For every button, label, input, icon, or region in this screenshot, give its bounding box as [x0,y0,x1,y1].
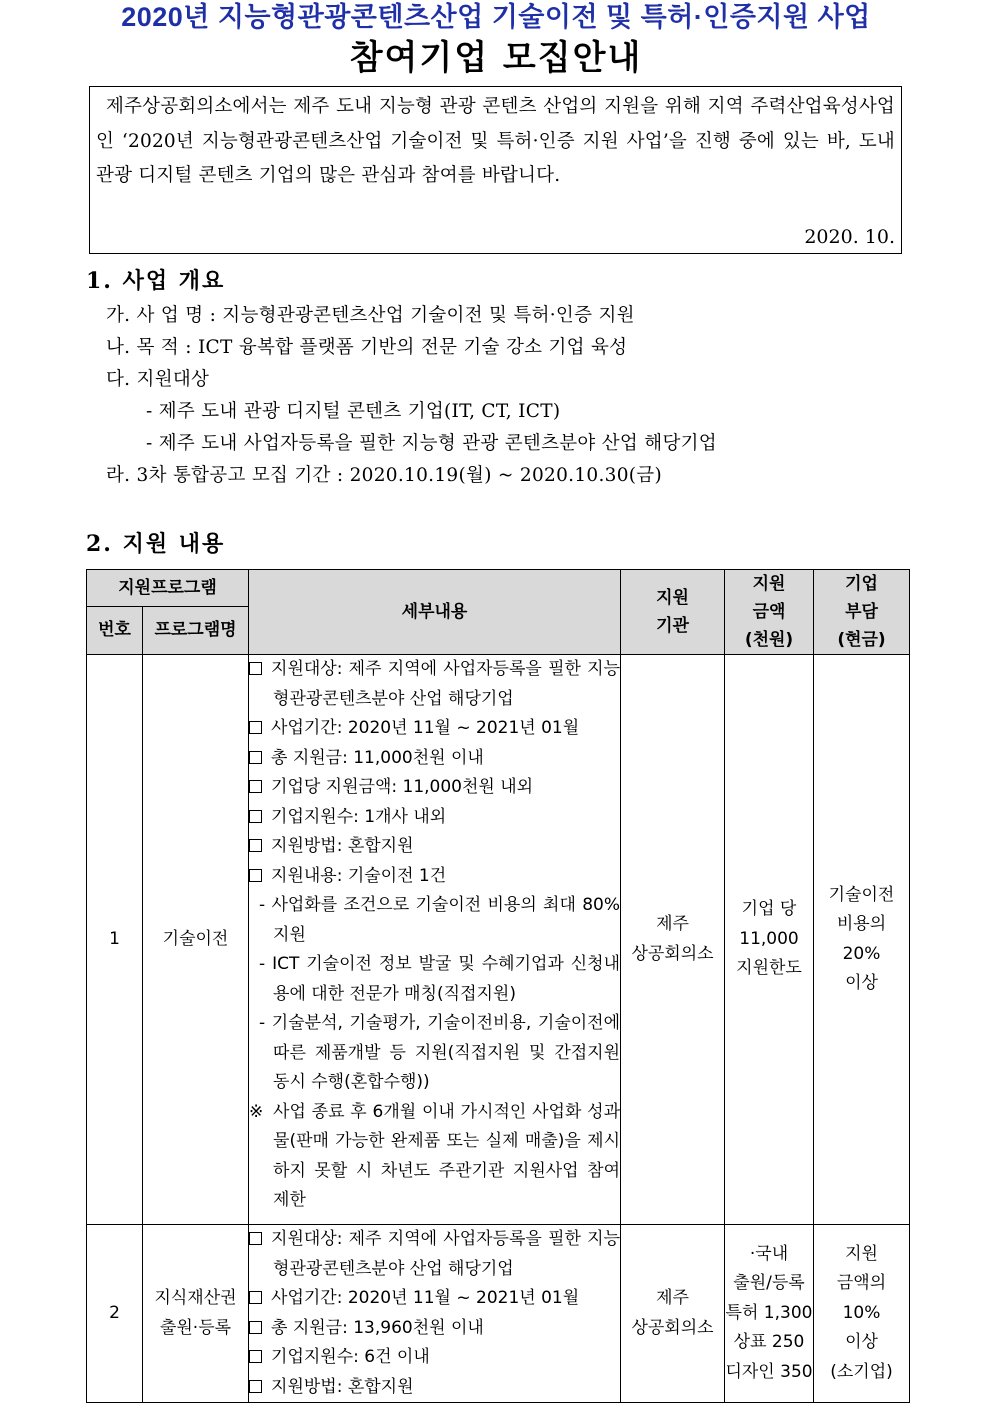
overview-name: 가. 사 업 명 : 지능형관광콘텐츠산업 기술이전 및 특허·인증 지원 [106,305,635,326]
table-row [87,1225,910,1403]
header-number: 번호 [87,606,143,654]
row1-details [249,655,621,1225]
overview-period: 라. 3차 통합공고 모집 기간 : 2020.10.19(월) ~ 2020.10.30(금) [106,465,662,486]
overview-purpose: 나. 목 적 : ICT 융복합 플랫폼 기반의 전문 기술 강소 기업 육성 [106,337,628,358]
detail-item: 기업지원수: 6건 이내 [249,1343,620,1373]
header-program-group: 지원프로그램 [87,570,249,607]
detail-note: ※ 사업 종료 후 6개월 이내 가시적인 사업화 성과물(판매 가능한 완제품 또는 실제 매출)을 제시하지 못할 시 차년도 주관기관 지원사업 참여 제한 [249,1098,620,1216]
detail-subitem: - 기술분석, 기술평가, 기술이전비용, 기술이전에 따른 제품개발 등 지원(직접지원 및 간접지원 동시 수행(혼합수행)) [259,1013,621,1092]
checkbox-icon [249,1232,262,1245]
intro-date: 2020. 10. [804,226,895,248]
row1-program: 기술이전 [143,655,249,1225]
section1-heading: 1. 사업 개요 [86,268,226,294]
checkbox-icon [249,1350,262,1363]
detail-item: 지원방법: 혼합지원 [249,1373,620,1403]
checkbox-icon [249,1291,262,1304]
checkbox-icon [249,1321,262,1334]
row1-burden: 기술이전 비용의 20% 이상 [814,655,910,1225]
checkbox-icon [249,662,262,675]
detail-item: 총 지원금: 13,960천원 이내 [249,1314,620,1344]
row1-agency: 제주 상공회의소 [621,655,725,1225]
checkbox-icon [249,1380,262,1393]
table-row [87,655,910,1225]
overview-target-label: 다. 지원대상 [106,369,210,390]
header-details: 세부내용 [249,570,621,655]
row2-agency: 제주 상공회의소 [621,1225,725,1403]
detail-subitem: - ICT 기술이전 정보 발굴 및 수혜기업과 신청내용에 대한 전문가 매칭(직접지원) [259,954,621,1004]
detail-item: 총 지원금: 11,000천원 이내 [249,744,620,774]
checkbox-icon [249,869,262,882]
checkbox-icon [249,721,262,734]
checkbox-icon [249,810,262,823]
checkbox-icon [249,839,262,852]
detail-item: 사업기간: 2020년 11월 ~ 2021년 01월 [249,1284,620,1314]
note-mark-icon: ※ [249,1101,264,1122]
section2-heading: 2. 지원 내용 [86,531,226,557]
row2-number: 2 [87,1225,143,1403]
document-subtitle: 참여기업 모집안내 [349,38,643,78]
overview-target-1: - 제주 도내 관광 디지털 콘텐츠 기업(IT, CT, ICT) [146,401,561,422]
row2-program: 지식재산권 출원·등록 [143,1225,249,1403]
row2-details [249,1225,621,1403]
detail-subitem: - 사업화를 조건으로 기술이전 비용의 최대 80% 지원 [259,895,621,945]
detail-item: 기업당 지원금액: 11,000천원 내외 [249,773,620,803]
intro-box [89,86,902,254]
document-title: 2020년 지능형관광콘텐츠산업 기술이전 및 특허·인증지원 사업 [121,2,871,32]
detail-item: 사업기간: 2020년 11월 ~ 2021년 01월 [249,714,620,744]
header-burden: 기업 부담 (현금) [814,570,910,655]
detail-item: 지원대상: 제주 지역에 사업자등록을 필한 지능형관광콘텐츠분야 산업 해당기업 [249,655,620,714]
row1-number: 1 [87,655,143,1225]
detail-item: 지원방법: 혼합지원 [249,832,620,862]
header-program-name: 프로그램명 [143,606,249,654]
header-agency: 지원 기관 [621,570,725,655]
overview-target-2: - 제주 도내 사업자등록을 필한 지능형 관광 콘텐츠분야 산업 해당기업 [146,433,717,454]
row2-burden: 지원 금액의 10% 이상 (소기업) [814,1225,910,1403]
checkbox-icon [249,751,262,764]
row1-amount: 기업 당 11,000 지원한도 [725,655,814,1225]
intro-text: 제주상공회의소에서는 제주 도내 지능형 관광 콘텐츠 산업의 지원을 위해 지역 주력산업육성사업인 ‘2020년 지능형관광콘텐츠산업 기술이전 및 특허·인증 지원 사업’을 진행 중에 있는 바, 도내 관광 디지털 콘텐츠 기업의 많은 관심과 참여를 바랍니다. [96,96,895,186]
detail-item: 지원내용: 기술이전 1건 [249,862,620,892]
checkbox-icon [249,780,262,793]
row2-amount: ·국내 출원/등록 특허 1,300 상표 250 디자인 350 [725,1225,814,1403]
detail-item: 지원대상: 제주 지역에 사업자등록을 필한 지능형관광콘텐츠분야 산업 해당기업 [249,1225,620,1284]
detail-item: 기업지원수: 1개사 내외 [249,803,620,833]
support-table [86,569,910,1403]
header-amount: 지원 금액 (천원) [725,570,814,655]
